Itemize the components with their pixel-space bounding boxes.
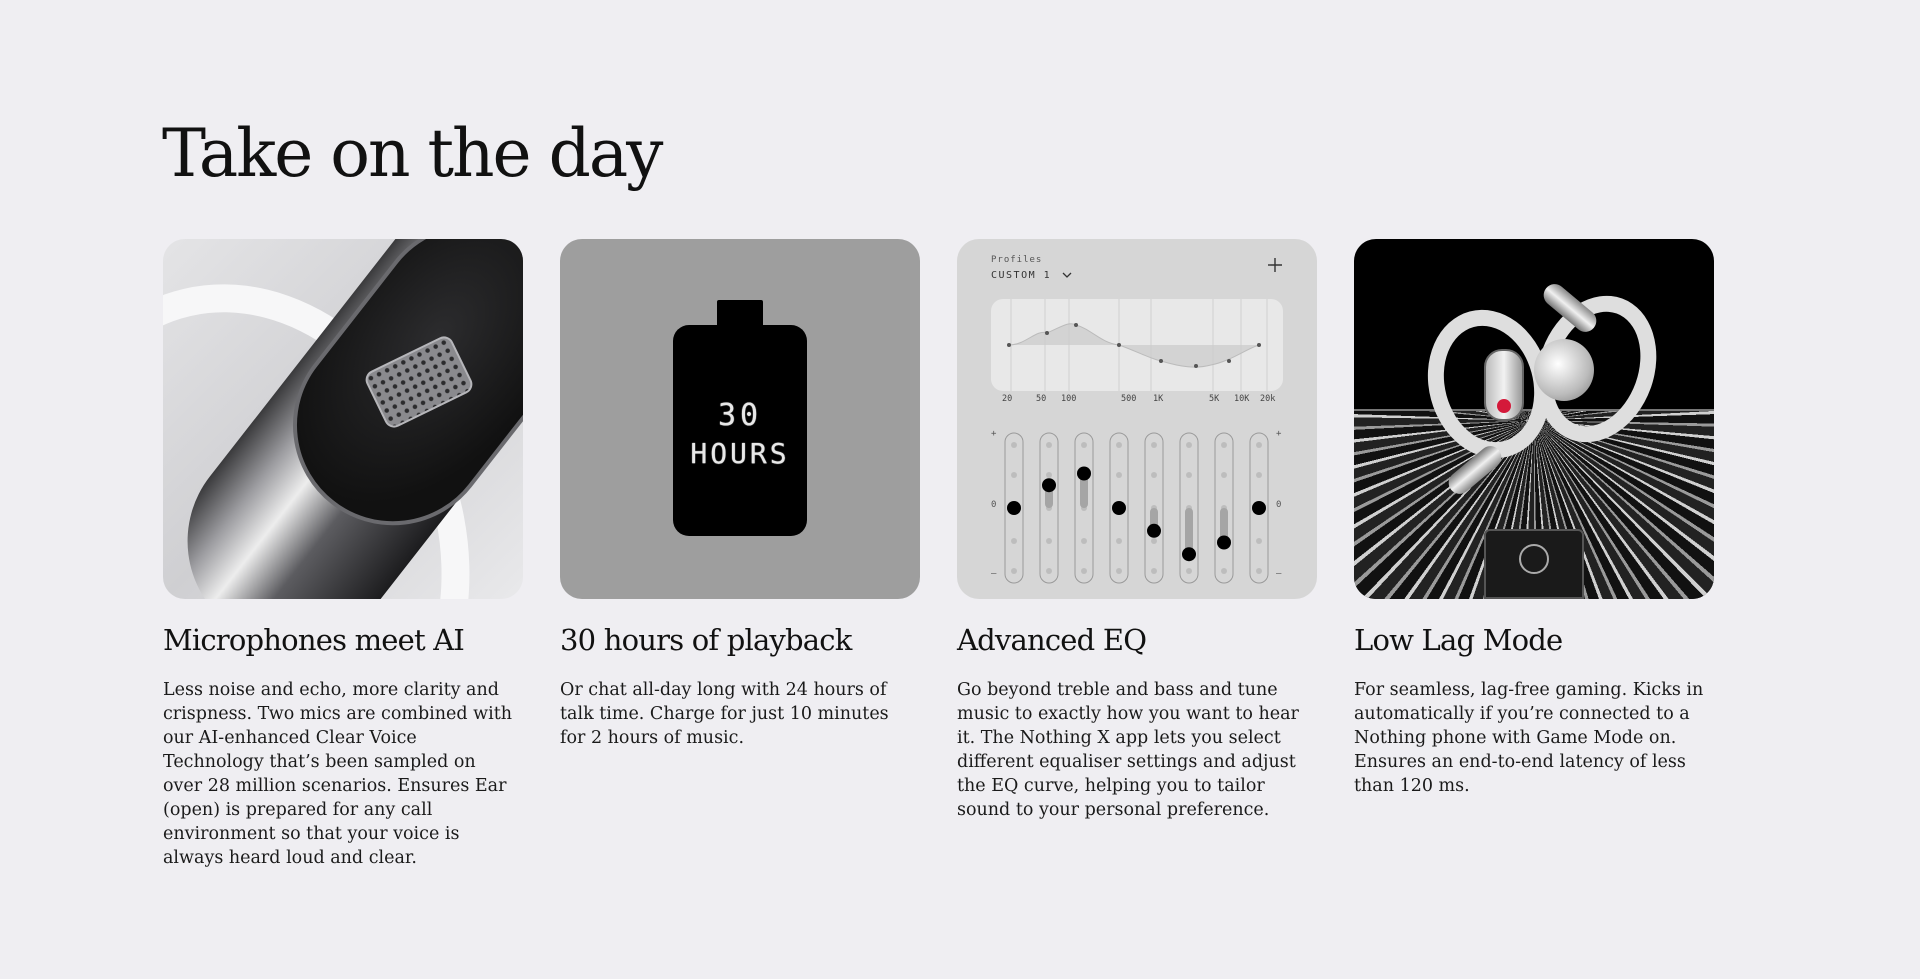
battery-image xyxy=(560,239,920,599)
eq-scale-zero: 0 xyxy=(1276,500,1282,510)
eq-profile-value: CUSTOM 1 xyxy=(991,270,1052,281)
eq-slider-tick xyxy=(1151,568,1157,574)
eq-slider-tick xyxy=(1151,472,1157,478)
eq-profiles-label: Profiles xyxy=(991,255,1043,265)
eq-slider-knob[interactable] xyxy=(1042,478,1056,492)
eq-scale-plus: + xyxy=(1276,429,1282,439)
eq-slider-knob[interactable] xyxy=(1007,501,1021,515)
earbud-right xyxy=(1534,339,1594,401)
eq-scale-minus: – xyxy=(991,569,997,579)
eq-slider-tick xyxy=(1116,472,1122,478)
eq-freq-label: 500 xyxy=(1121,394,1137,404)
eq-freq-label: 100 xyxy=(1061,394,1077,404)
eq-slider-tick xyxy=(1011,568,1017,574)
eq-scale-minus: – xyxy=(1276,569,1282,579)
eq-slider-knob[interactable] xyxy=(1182,547,1196,561)
eq-freq-label: 20 xyxy=(1002,394,1013,404)
card-description: For seamless, lag-free gaming. Kicks in automatically if you’re connected to a Nothing phone with Game Mode on. Ensures an end-to-end latency of less than 120 ms. xyxy=(1354,679,1704,796)
eq-slider-tick xyxy=(1186,472,1192,478)
eq-slider-knob[interactable] xyxy=(1112,501,1126,515)
battery-icon xyxy=(673,325,807,536)
eq-profile-select xyxy=(991,270,1072,281)
eq-slider-tick xyxy=(1046,538,1052,544)
eq-slider-tick xyxy=(1151,538,1157,544)
eq-slider-tick xyxy=(1011,442,1017,448)
eq-slider-knob[interactable] xyxy=(1077,467,1091,481)
card-title: Microphones meet AI xyxy=(163,623,465,657)
eq-slider-knob[interactable] xyxy=(1217,536,1231,550)
plus-icon xyxy=(1267,257,1283,273)
eq-freq-label: 10K xyxy=(1234,394,1250,404)
red-indicator-icon xyxy=(1497,399,1511,413)
eq-slider-tick xyxy=(1256,442,1262,448)
eq-band-sliders xyxy=(957,429,1317,589)
eq-freq-label: 50 xyxy=(1036,394,1047,404)
eq-slider-tick xyxy=(1186,568,1192,574)
feature-card-microphones xyxy=(163,239,523,870)
eq-curve-graph xyxy=(991,299,1283,391)
eq-slider-tick xyxy=(1081,442,1087,448)
battery-cap xyxy=(717,300,763,328)
eq-slider-tick xyxy=(1221,472,1227,478)
eq-slider-knob[interactable] xyxy=(1147,524,1161,538)
eq-slider-tick xyxy=(1116,568,1122,574)
card-description: Less noise and echo, more clarity and crispness. Two mics are combined with our AI-enhanced Clear Voice Technology that’s been sampled on over 28 million scenarios. Ensures Ear (open) is prepared for any call environment so that your voice is always heard loud and clear. xyxy=(163,679,513,868)
eq-freq-label: 1K xyxy=(1153,394,1164,404)
eq-slider-tick xyxy=(1256,472,1262,478)
eq-slider-tick xyxy=(1151,442,1157,448)
card-description: Or chat all-day long with 24 hours of talk time. Charge for just 10 minutes for 2 hours of music. xyxy=(560,679,889,748)
eq-slider-tick xyxy=(1256,568,1262,574)
eq-app-image xyxy=(957,239,1317,599)
microphone-closeup-image xyxy=(163,239,523,599)
card-title: 30 hours of playback xyxy=(560,623,852,657)
eq-slider-tick xyxy=(1186,442,1192,448)
eq-slider-tick xyxy=(1011,538,1017,544)
battery-hours-number: 30 xyxy=(717,397,763,433)
section-title: Take on the day xyxy=(162,115,662,192)
eq-freq-label: 20k xyxy=(1260,394,1276,404)
card-description: Go beyond treble and bass and tune music to exactly how you want to hear it. The Nothing X app lets you select different equaliser settings and adjust the EQ curve, helping you to tailor sound to your personal preference. xyxy=(957,679,1299,820)
feature-card-low-lag xyxy=(1354,239,1714,870)
eq-scale-plus: + xyxy=(991,429,997,439)
eq-freq-label: 5K xyxy=(1209,394,1220,404)
eq-slider-tick xyxy=(1116,442,1122,448)
gaming-earbuds-image xyxy=(1354,239,1714,599)
card-title: Advanced EQ xyxy=(957,623,1147,657)
chevron-down-icon xyxy=(1062,271,1072,279)
eq-slider-tick xyxy=(1046,442,1052,448)
eq-slider-tick xyxy=(1256,538,1262,544)
eq-slider-tick xyxy=(1221,442,1227,448)
eq-slider-tick xyxy=(1046,472,1052,478)
eq-slider-tick xyxy=(1221,568,1227,574)
eq-slider-tick xyxy=(1011,472,1017,478)
feature-cards xyxy=(163,239,1714,870)
eq-slider-tick xyxy=(1046,568,1052,574)
card-title: Low Lag Mode xyxy=(1354,623,1563,657)
eq-slider-tick xyxy=(1116,538,1122,544)
eq-scale-zero: 0 xyxy=(991,500,997,510)
battery-hours-unit: HOURS xyxy=(690,436,790,470)
feature-card-eq xyxy=(957,239,1317,870)
eq-slider-tick xyxy=(1081,538,1087,544)
feature-card-playback xyxy=(560,239,920,870)
eq-slider-knob[interactable] xyxy=(1252,501,1266,515)
eq-slider-tick xyxy=(1081,568,1087,574)
